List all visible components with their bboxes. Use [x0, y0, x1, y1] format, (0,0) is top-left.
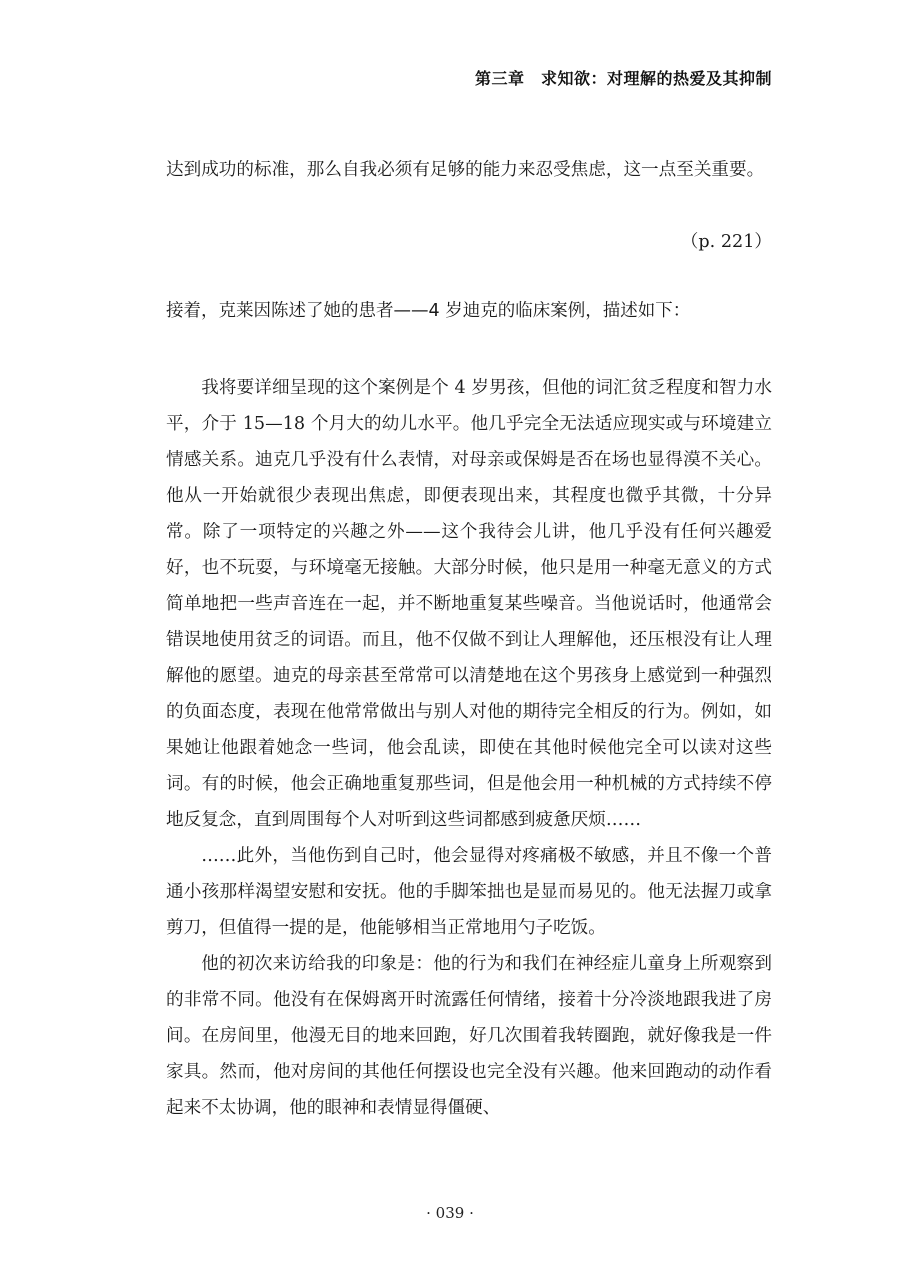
quote-paragraph: 他的初次来访给我的印象是：他的行为和我们在神经症儿童身上所观察到的非常不同。他没有在保姆离开时流露任何情绪，接着十分冷淡地跟我进了房间。在房间里，他漫无目的地来回跑，好几次围着我转圈跑，就好像我是一件家具。然而，他对房间的其他任何摆设也完全没有兴趣。他来回跑动的动作看起来不太协调，他的眼神和表情显得僵硬、 [166, 954, 772, 1118]
running-head: 第三章 求知欲：对理解的热爱及其抑制 [474, 69, 772, 88]
intro-paragraph: 接着，克莱因陈述了她的患者——4 岁迪克的临床案例，描述如下： [166, 301, 691, 321]
quote-top-paragraph: 达到成功的标准，那么自我必须有足够的能力来忍受焦虑，这一点至关重要。 [166, 160, 765, 180]
quote-paragraph: ……此外，当他伤到自己时，他会显得对疼痛极不敏感，并且不像一个普通小孩那样渴望安慰和安抚。他的手脚笨拙也是显而易见的。他无法握刀或拿剪刀，但值得一提的是，他能够相当正常地用勺子吃饭。 [166, 846, 772, 938]
quote-paragraph: 我将要详细呈现的这个案例是个 4 岁男孩，但他的词汇贫乏程度和智力水平，介于 15—18 个月大的幼儿水平。他几乎完全无法适应现实或与环境建立情感关系。迪克几乎没有什么表情，对母亲或保姆是否在场也显得漠不关心。他从一开始就很少表现出焦虑，即便表现出来，其程度也微乎其微，十分异常。除了一项特定的兴趣之外——这个我待会儿讲，他几乎没有任何兴趣爱好，也不玩耍，与环境毫无接触。大部分时候，他只是用一种毫无意义的方式简单地把一些声音连在一起，并不断地重复某些噪音。当他说话时，他通常会错误地使用贫乏的词语。而且，他不仅做不到让人理解他，还压根没有让人理解他的愿望。迪克的母亲甚至常常可以清楚地在这个男孩身上感觉到一种强烈的负面态度，表现在他常常做出与别人对他的期待完全相反的行为。例如，如果她让他跟着她念一些词，他会乱读，即使在其他时候他完全可以读对这些词。有的时候，他会正确地重复那些词，但是他会用一种机械的方式持续不停地反复念，直到周围每个人对听到这些词都感到疲惫厌烦…… [166, 378, 772, 830]
page-citation: （p. 221） [680, 232, 772, 252]
quote-continuation [166, 152, 772, 188]
block-quote [166, 370, 772, 1126]
page-number: · 039 · [426, 1204, 474, 1222]
